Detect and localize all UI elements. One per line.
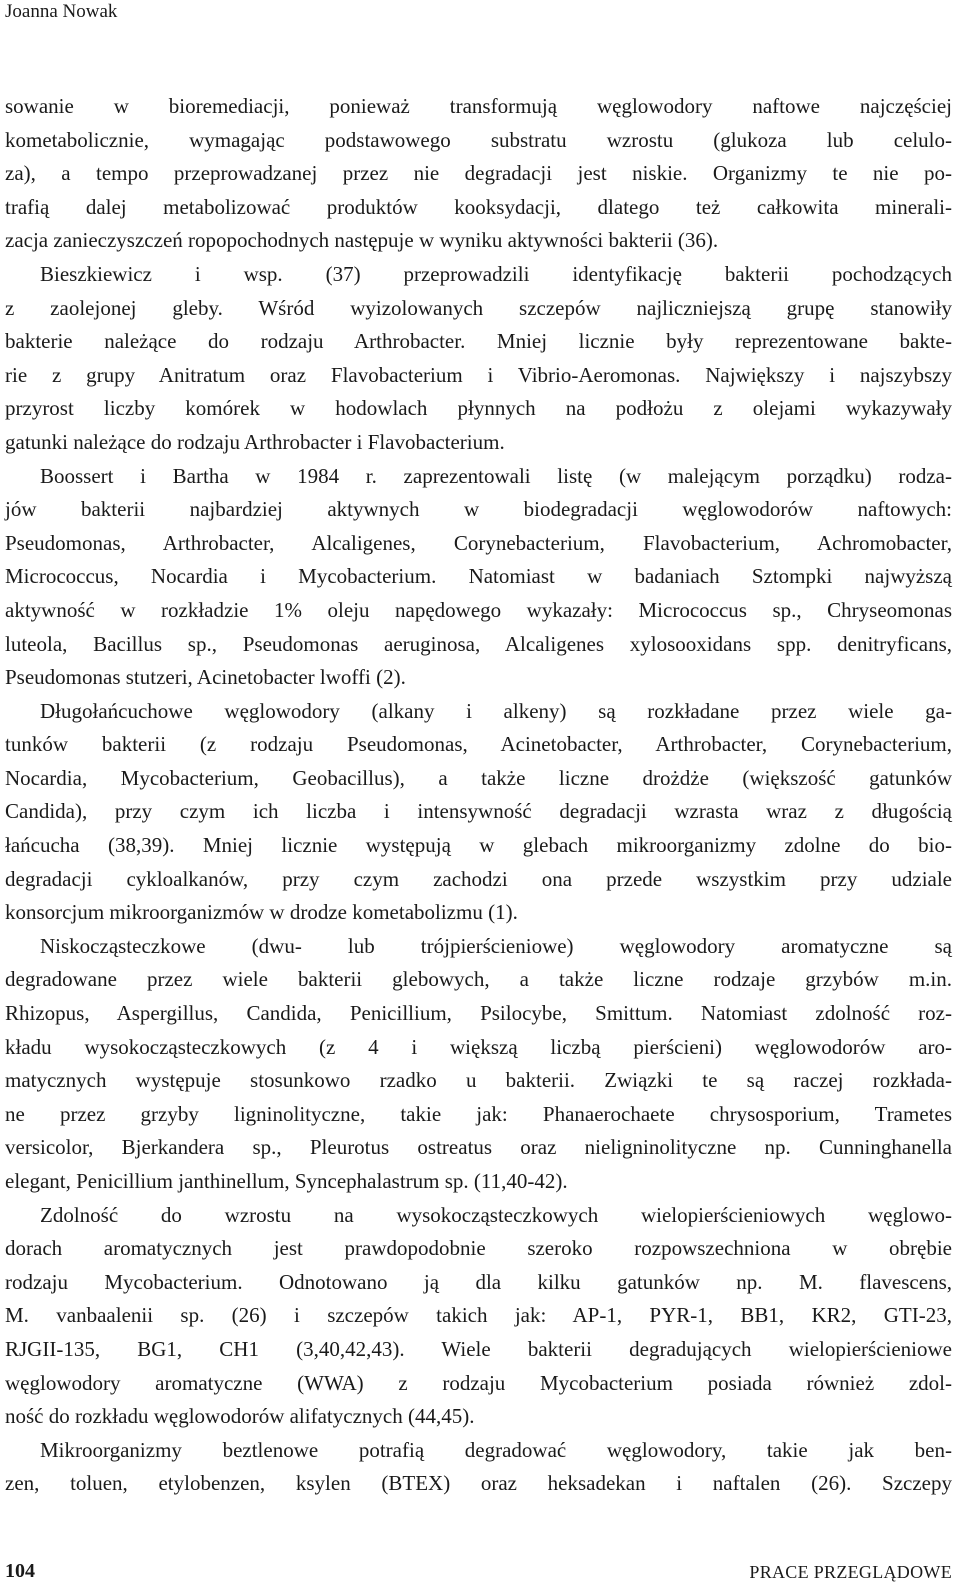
text-line: Mikroorganizmy beztlenowe potrafią degradować węglowodory, takie jak ben- — [40, 1437, 952, 1462]
text-line: zacja zanieczyszczeń ropopochodnych następuje w wyniku aktywności bakterii (36). — [5, 228, 719, 253]
text-line: ne przez grzyby ligninolityczne, takie jak: Phanaerochaete chrysosporium, Trametes — [5, 1101, 952, 1126]
text-line: degradowane przez wiele bakterii glebowych, a także liczne rodzaje grzybów m.in. — [5, 967, 952, 992]
paragraph — [5, 258, 952, 460]
text-line: bakterie należące do rodzaju Arthrobacter. Mniej licznie były reprezentowane bakte- — [5, 329, 952, 354]
paragraph — [5, 1434, 952, 1501]
running-head-author: Joanna Nowak — [5, 1, 118, 22]
text-line: jów bakterii najbardziej aktywnych w biodegradacji węglowodorów naftowych: — [5, 497, 952, 522]
text-line: M. vanbaalenii sp. (26) i szczepów takich jak: AP-1, PYR-1, BB1, KR2, GTI-23, — [5, 1303, 952, 1328]
paragraph — [5, 930, 952, 1199]
text-line: trafią dalej metabolizować produktów kooksydacji, dlatego też całkowita minerali- — [5, 194, 952, 219]
body-text — [5, 90, 952, 1501]
text-line: rie z grupy Anitratum oraz Flavobacterium i Vibrio-Aeromonas. Największy i najszybszy — [5, 362, 952, 387]
text-line: sowanie w bioremediacji, ponieważ transformują węglowodory naftowe najczęściej — [5, 94, 952, 118]
paragraph — [5, 90, 952, 258]
paragraph — [5, 695, 952, 930]
text-line: kometabolicznie, wymagając podstawowego substratu wzrostu (glukoza lub celulo- — [5, 127, 952, 152]
text-line: zen, toluen, etylobenzen, ksylen (BTEX) oraz heksadekan i naftalen (26). Szczepy — [5, 1471, 952, 1496]
text-line: Pseudomonas stutzeri, Acinetobacter lwoffi (2). — [5, 665, 406, 690]
text-line: Boossert i Bartha w 1984 r. zaprezentowali listę (w malejącym porządku) rodza- — [40, 463, 952, 488]
text-line: konsorcjum mikroorganizmów w drodze kometabolizmu (1). — [5, 900, 518, 925]
text-line: versicolor, Bjerkandera sp., Pleurotus ostreatus oraz nieligninolityczne np. Cunninghanella — [5, 1135, 952, 1160]
text-line: elegant, Penicillium janthinellum, Syncephalastrum sp. (11,40-42). — [5, 1169, 568, 1193]
text-line: z zaolejonej gleby. Wśród wyizolowanych szczepów najliczniejszą grupę stanowiły — [5, 295, 952, 320]
text-line: luteola, Bacillus sp., Pseudomonas aeruginosa, Alcaligenes xylosooxidans spp. denitryficans, — [5, 631, 952, 656]
text-line: Niskocząsteczkowe (dwu- lub trójpierścieniowe) węglowodory aromatyczne są — [40, 933, 952, 958]
text-line: rodzaju Mycobacterium. Odnotowano ją dla kilku gatunków np. M. flavescens, — [5, 1269, 952, 1294]
journal-section-title: PRACE PRZEGLĄDOWE — [749, 1562, 952, 1582]
page-number: 104 — [5, 1560, 35, 1582]
text-line: aktywność w rozkładzie 1% oleju napędowego wykazały: Micrococcus sp., Chryseomonas — [5, 597, 952, 622]
text-line: Candida), przy czym ich liczba i intensywność degradacji wzrasta wraz z długością — [5, 799, 952, 824]
text-line: za), a tempo przeprowadzanej przez nie degradacji jest niskie. Organizmy te nie po- — [5, 161, 952, 186]
text-line: matycznych występuje stosunkowo rzadko u bakterii. Związki te są raczej rozkłada- — [5, 1068, 952, 1093]
text-line: Micrococcus, Nocardia i Mycobacterium. Natomiast w badaniach Sztompki najwyższą — [5, 564, 952, 589]
text-line: kładu wysokocząsteczkowych (z 4 i większą liczbą pierścieni) węglowodorów aro- — [5, 1034, 952, 1059]
text-line: Pseudomonas, Arthrobacter, Alcaligenes, Corynebacterium, Flavobacterium, Achromobacter, — [5, 530, 952, 555]
paragraph — [5, 1199, 952, 1434]
text-line: łańcucha (38,39). Mniej licznie występują w glebach mikroorganizmy zdolne do bio- — [5, 833, 952, 858]
paragraph — [5, 460, 952, 695]
text-line: Bieszkiewicz i wsp. (37) przeprowadzili identyfikację bakterii pochodzących — [40, 261, 952, 286]
text-line: ność do rozkładu węglowodorów alifatycznych (44,45). — [5, 1404, 475, 1429]
text-line: węglowodory aromatyczne (WWA) z rodzaju Mycobacterium posiada również zdol- — [5, 1370, 952, 1395]
text-line: RJGII-135, BG1, CH1 (3,40,42,43). Wiele bakterii degradujących wielopierścieniowe — [5, 1336, 952, 1361]
text-line: gatunki należące do rodzaju Arthrobacter i Flavobacterium. — [5, 429, 505, 454]
text-line: Zdolność do wzrostu na wysokocząsteczkowych wielopierścieniowych węglowo- — [40, 1202, 952, 1227]
text-line: Rhizopus, Aspergillus, Candida, Penicillium, Psilocybe, Smittum. Natomiast zdolność roz- — [5, 1001, 952, 1026]
text-line: dorach aromatycznych jest prawdopodobnie szeroko rozpowszechniona w obrębie — [5, 1236, 952, 1261]
text-line: degradacji cykloalkanów, przy czym zachodzi ona przede wszystkim przy udziale — [5, 866, 952, 891]
text-line: Nocardia, Mycobacterium, Geobacillus), a także liczne drożdże (większość gatunków — [5, 765, 952, 790]
text-line: przyrost liczby komórek w hodowlach płynnych na podłożu z olejami wykazywały — [5, 396, 952, 421]
text-line: Długołańcuchowe węglowodory (alkany i alkeny) są rozkładane przez wiele ga- — [40, 698, 952, 723]
text-line: tunków bakterii (z rodzaju Pseudomonas, Acinetobacter, Arthrobacter, Corynebacterium, — [5, 732, 952, 757]
